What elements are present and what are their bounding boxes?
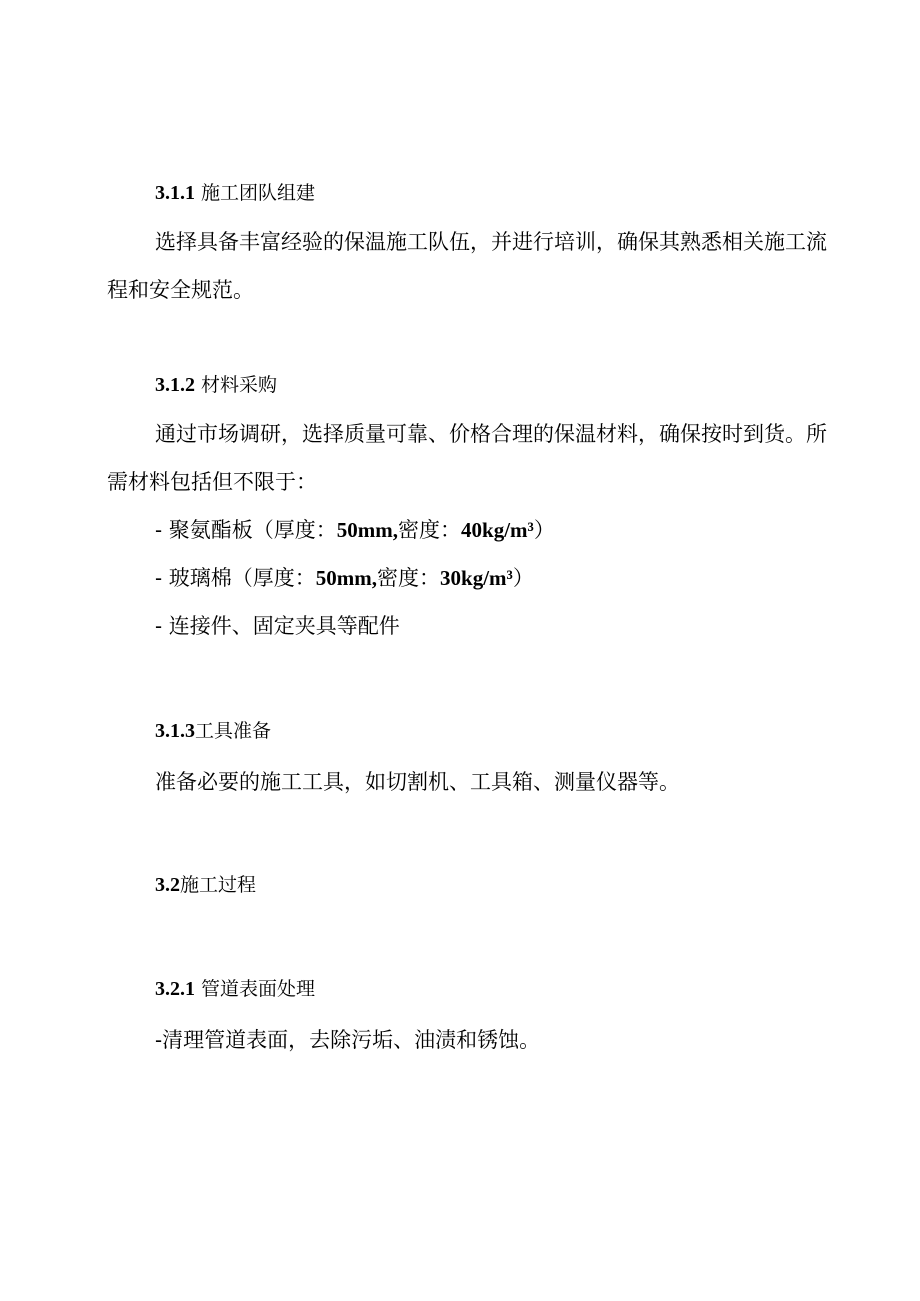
heading-number: 3.2 — [155, 874, 180, 896]
heading-3-1-1 — [155, 181, 315, 205]
list-item-glass-wool — [155, 564, 534, 592]
heading-3-2-1 — [155, 977, 315, 1001]
heading-number: 3.1.1 — [155, 182, 195, 204]
heading-3-1-2 — [155, 373, 277, 397]
paragraph-team-building: 选择具备丰富经验的保温施工队伍，并进行培训，确保其熟悉相关施工流程和安全规范。 — [107, 230, 827, 302]
paragraph-surface-cleaning: -清理管道表面，去除污垢、油渍和锈蚀。 — [155, 1028, 541, 1052]
heading-number: 3.2.1 — [155, 978, 195, 1000]
item-density: 40kg/m³ — [461, 518, 534, 542]
heading-number: 3.1.3 — [155, 720, 195, 742]
heading-title: 工具准备 — [195, 720, 272, 742]
list-item-accessories: - 连接件、固定夹具等配件 — [155, 614, 400, 638]
item-prefix: - 玻璃棉（厚度： — [155, 566, 316, 590]
heading-title: 施工团队组建 — [201, 182, 316, 204]
heading-3-1-3 — [155, 719, 271, 743]
heading-title: 施工过程 — [180, 874, 257, 896]
list-item-polyurethane — [155, 516, 555, 544]
heading-title: 材料采购 — [201, 374, 278, 396]
item-thickness: 50mm, — [336, 518, 399, 542]
heading-number: 3.1.2 — [155, 374, 195, 396]
item-mid: 密度： — [377, 566, 441, 590]
heading-3-2 — [155, 873, 256, 897]
heading-title: 管道表面处理 — [201, 978, 316, 1000]
item-mid: 密度： — [398, 518, 462, 542]
item-thickness: 50mm, — [315, 566, 378, 590]
paragraph-tool-preparation: 准备必要的施工工具，如切割机、工具箱、测量仪器等。 — [155, 770, 680, 794]
item-suffix: ） — [533, 518, 555, 542]
paragraph-material-purchase: 通过市场调研，选择质量可靠、价格合理的保温材料，确保按时到货。所需材料包括但不限于： — [107, 422, 827, 494]
item-suffix: ） — [512, 566, 534, 590]
item-density: 30kg/m³ — [440, 566, 513, 590]
item-prefix: - 聚氨酯板（厚度： — [155, 518, 337, 542]
